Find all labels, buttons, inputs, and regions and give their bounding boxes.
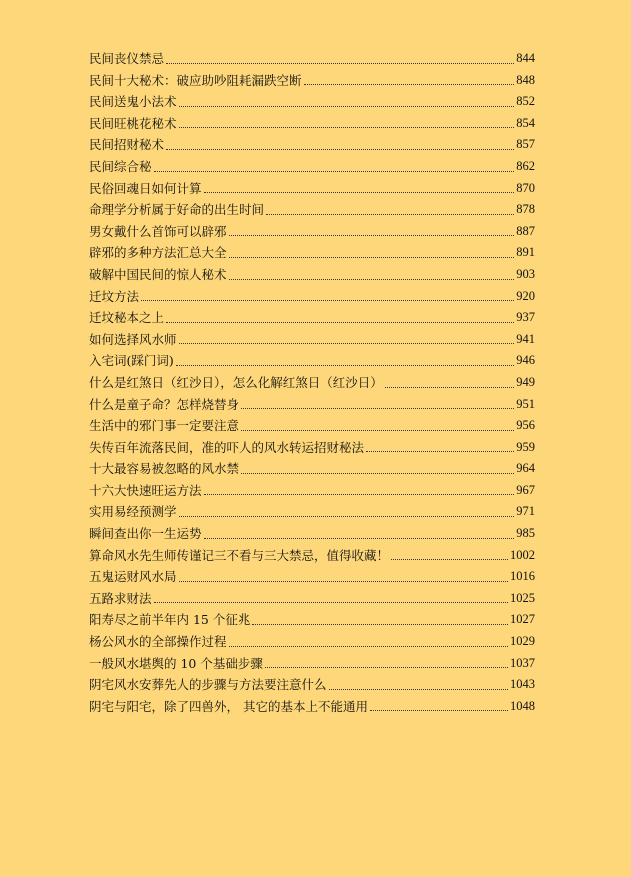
toc-entry[interactable] <box>89 242 535 264</box>
toc-entry-title: 辟邪的多种方法汇总大全 <box>89 245 227 261</box>
toc-entry-title: 男女戴什么首饰可以辟邪 <box>89 223 227 239</box>
toc-entry[interactable] <box>89 437 535 459</box>
toc-dot-leader <box>154 601 508 603</box>
toc-entry[interactable] <box>89 307 535 329</box>
toc-entry-title: 破解中国民间的惊人秘术 <box>89 266 227 282</box>
toc-entry-page-number: 887 <box>516 223 535 238</box>
toc-entry[interactable] <box>89 523 535 545</box>
toc-entry[interactable] <box>89 372 535 394</box>
toc-dot-leader <box>141 299 514 301</box>
toc-entry-page-number: 878 <box>516 202 535 217</box>
toc-entry[interactable] <box>89 221 535 243</box>
toc-dot-leader <box>229 234 515 236</box>
toc-entry-page-number: 946 <box>516 353 535 368</box>
toc-entry-page-number: 941 <box>516 331 535 346</box>
toc-entry-title: 民俗回魂日如何计算 <box>89 180 202 196</box>
toc-entry-page-number: 848 <box>516 72 535 87</box>
toc-entry-page-number: 1016 <box>510 569 535 584</box>
toc-entry-page-number: 1043 <box>510 677 535 692</box>
toc-dot-leader <box>179 105 515 107</box>
toc-entry-page-number: 956 <box>516 418 535 433</box>
toc-dot-leader <box>241 407 514 409</box>
toc-entry-title: 十六大快速旺运方法 <box>89 482 202 498</box>
toc-entry[interactable] <box>89 696 535 718</box>
toc-entry[interactable] <box>89 329 535 351</box>
toc-dot-leader <box>179 342 515 344</box>
toc-entry-title: 入宅词(踩门词) <box>89 353 174 369</box>
toc-entry-title: 民间综合秘 <box>89 158 152 174</box>
toc-entry-title: 生活中的邪门事一定要注意 <box>89 418 240 434</box>
toc-entry-page-number: 920 <box>516 288 535 303</box>
toc-entry[interactable] <box>89 458 535 480</box>
toc-entry-title: 阳寿尽之前半年内 15 个征兆 <box>89 612 251 628</box>
toc-entry-page-number: 1027 <box>510 612 535 627</box>
toc-entry-page-number: 844 <box>516 51 535 65</box>
toc-dot-leader <box>166 148 514 150</box>
toc-entry[interactable] <box>89 286 535 308</box>
toc-entry[interactable] <box>89 653 535 675</box>
toc-entry-page-number: 964 <box>516 461 535 476</box>
toc-entry-title: 五鬼运财风水局 <box>89 569 177 585</box>
toc-dot-leader <box>179 580 508 582</box>
toc-entry-title: 迁坟方法 <box>89 288 140 304</box>
toc-dot-leader <box>391 558 508 560</box>
toc-entry-page-number: 870 <box>516 180 535 195</box>
toc-dot-leader <box>266 213 514 215</box>
toc-entry-page-number: 959 <box>516 439 535 454</box>
toc-dot-leader <box>241 472 514 474</box>
toc-entry[interactable] <box>89 156 535 178</box>
toc-entry-title: 如何选择风水师 <box>89 331 177 347</box>
toc-dot-leader <box>179 126 515 128</box>
toc-entry[interactable] <box>89 350 535 372</box>
toc-entry[interactable] <box>89 48 535 70</box>
toc-entry[interactable] <box>89 178 535 200</box>
toc-dot-leader <box>176 364 514 366</box>
toc-entry[interactable] <box>89 394 535 416</box>
toc-entry[interactable] <box>89 91 535 113</box>
toc-dot-leader <box>229 256 515 258</box>
toc-dot-leader <box>166 62 514 64</box>
toc-entry[interactable] <box>89 264 535 286</box>
toc-dot-leader <box>385 386 514 388</box>
toc-dot-leader <box>204 493 515 495</box>
toc-entry-page-number: 854 <box>516 115 535 130</box>
toc-entry-page-number: 903 <box>516 266 535 281</box>
toc-entry[interactable] <box>89 588 535 610</box>
toc-entry-page-number: 1037 <box>510 655 535 670</box>
toc-dot-leader <box>229 278 515 280</box>
toc-entry[interactable] <box>89 609 535 631</box>
toc-entry[interactable] <box>89 134 535 156</box>
toc-entry-title: 实用易经预测学 <box>89 504 177 520</box>
toc-dot-leader <box>204 191 515 193</box>
toc-entry-title: 瞬间查出你一生运势 <box>89 526 202 542</box>
toc-entry-page-number: 967 <box>516 482 535 497</box>
toc-entry-page-number: 857 <box>516 137 535 152</box>
toc-entry-title: 十大最容易被忽略的风水禁 <box>89 461 240 477</box>
toc-entry-page-number: 971 <box>516 504 535 519</box>
toc-entry-title: 失传百年流落民间，准的吓人的风水转运招财秘法 <box>89 439 365 455</box>
toc-dot-leader <box>229 645 508 647</box>
toc-dot-leader <box>204 537 515 539</box>
toc-entry-title: 命理学分析属于好命的出生时间 <box>89 202 265 218</box>
toc-entry-title: 阴宅与阳宅，除了四兽外， 其它的基本上不能通用 <box>89 698 368 714</box>
toc-dot-leader <box>252 623 508 625</box>
toc-entry-page-number: 852 <box>516 94 535 109</box>
toc-entry[interactable] <box>89 70 535 92</box>
toc-entry-page-number: 1048 <box>510 698 535 713</box>
toc-entry[interactable] <box>89 113 535 135</box>
toc-dot-leader <box>304 83 515 85</box>
toc-dot-leader <box>241 429 514 431</box>
toc-dot-leader <box>329 688 508 690</box>
toc-entry-title: 阴宅风水安葬先人的步骤与方法要注意什么 <box>89 677 327 693</box>
toc-entry-title: 民间十大秘术：破应助吵阻耗漏跌空断 <box>89 72 302 88</box>
toc-entry[interactable] <box>89 566 535 588</box>
toc-dot-leader <box>154 170 515 172</box>
toc-entry[interactable] <box>89 199 535 221</box>
toc-entry-title: 民间招财秘术 <box>89 137 165 153</box>
toc-entry-title: 五路求财法 <box>89 590 152 606</box>
toc-entry-title: 什么是红煞日（红沙日），怎么化解红煞日（红沙日） <box>89 374 383 390</box>
toc-entry[interactable] <box>89 545 535 567</box>
toc-dot-leader <box>166 321 514 323</box>
toc-entry-title: 杨公风水的全部操作过程 <box>89 634 227 650</box>
toc-entry-page-number: 862 <box>516 158 535 173</box>
toc-dot-leader <box>366 450 514 452</box>
toc-dot-leader <box>370 709 508 711</box>
toc-entry-title: 算命风水先生师传谨记三不看与三大禁忌，值得收藏！ <box>89 547 390 563</box>
toc-entry-title: 迁坟秘本之上 <box>89 310 165 326</box>
table-of-contents <box>89 48 535 717</box>
toc-entry[interactable] <box>89 631 535 653</box>
toc-entry[interactable] <box>89 415 535 437</box>
toc-entry-page-number: 1025 <box>510 590 535 605</box>
toc-entry-title: 一般风水堪舆的 10 个基础步骤 <box>89 655 263 671</box>
toc-entry-page-number: 937 <box>516 310 535 325</box>
toc-entry-page-number: 891 <box>516 245 535 260</box>
toc-entry-title: 民间旺桃花秘术 <box>89 115 177 131</box>
toc-dot-leader <box>265 666 508 668</box>
toc-entry-title: 什么是童子命？怎样烧替身 <box>89 396 240 412</box>
toc-entry-title: 民间送鬼小法术 <box>89 94 177 110</box>
toc-entry[interactable] <box>89 674 535 696</box>
toc-entry-page-number: 1029 <box>510 634 535 649</box>
toc-entry-page-number: 949 <box>516 374 535 389</box>
toc-dot-leader <box>179 515 515 517</box>
toc-entry-page-number: 985 <box>516 526 535 541</box>
toc-entry[interactable] <box>89 480 535 502</box>
toc-entry[interactable] <box>89 501 535 523</box>
toc-entry-page-number: 1002 <box>510 547 535 562</box>
toc-entry-title: 民间丧仪禁忌 <box>89 51 165 66</box>
toc-entry-page-number: 951 <box>516 396 535 411</box>
